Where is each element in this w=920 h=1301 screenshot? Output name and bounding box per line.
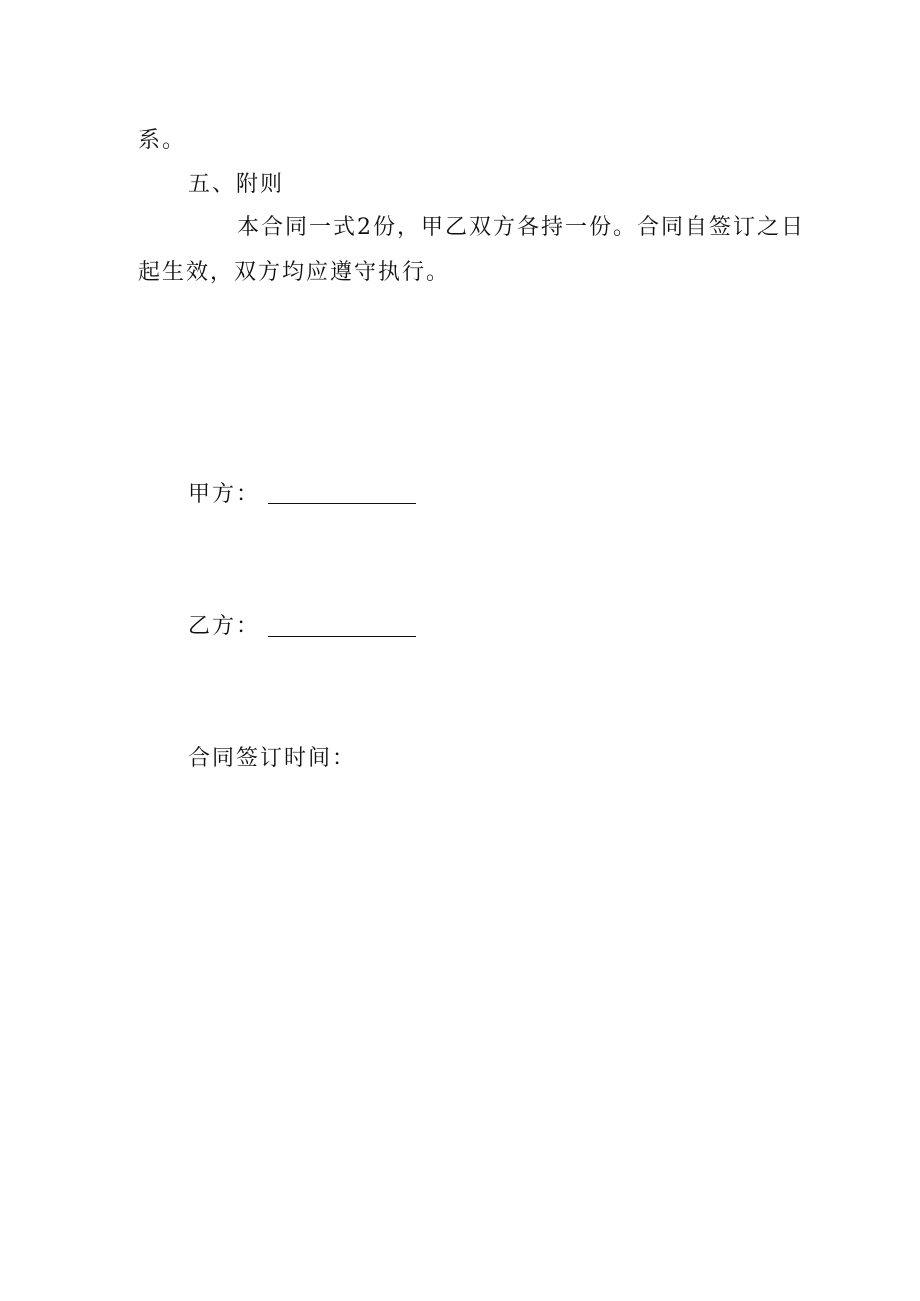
party-a-label: 甲方：: [188, 482, 261, 507]
continuation-text: 系。: [138, 128, 187, 153]
party-b-signature-line: [268, 636, 416, 637]
signing-date-label: 合同签订时间：: [188, 746, 357, 771]
party-a-signature-line: [268, 503, 416, 504]
paragraph-line-1: 本合同一式2份，甲乙双方各持一份。合同自签订之日: [237, 215, 805, 240]
section-heading: 五、附则: [188, 172, 285, 197]
party-b-label: 乙方：: [188, 614, 261, 639]
paragraph-line-2: 起生效，双方均应遵守执行。: [138, 260, 451, 285]
